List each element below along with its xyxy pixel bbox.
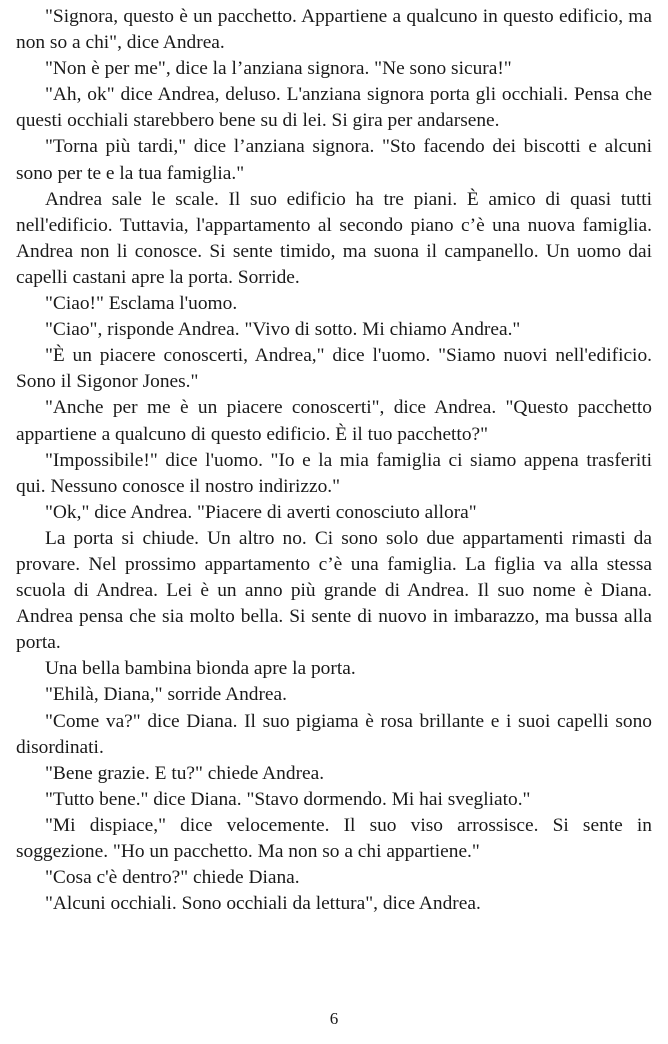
paragraph: "Ehilà, Diana," sorride Andrea. (45, 684, 287, 706)
paragraph: "Tutto bene." dice Diana. "Stavo dormendo. Mi hai svegliato." (45, 788, 531, 810)
body-text (16, 4, 652, 917)
paragraph: Una bella bambina bionda apre la porta. (45, 658, 356, 680)
paragraph: "Impossibile!" dice l'uomo. "Io e la mia famiglia ci siamo appena trasferiti qui. Nessuno conosce il nostro indirizzo." (16, 449, 652, 497)
paragraph: "Cosa c'è dentro?" chiede Diana. (45, 867, 300, 889)
paragraph: "Ciao", risponde Andrea. "Vivo di sotto. Mi chiamo Andrea." (45, 319, 521, 341)
paragraph: "Alcuni occhiali. Sono occhiali da lettura", dice Andrea. (45, 893, 481, 915)
paragraph: "Ciao!" Esclama l'uomo. (45, 293, 238, 315)
paragraph: "Bene grazie. E tu?" chiede Andrea. (45, 762, 325, 784)
paragraph: "Come va?" dice Diana. Il suo pigiama è rosa brillante e i suoi capelli sono disordinati. (16, 710, 652, 758)
paragraph: "Mi dispiace," dice velocemente. Il suo viso arrossisce. Si sente in soggezione. "Ho un pacchetto. Ma non so a chi appartiene." (16, 814, 652, 862)
paragraph: La porta si chiude. Un altro no. Ci sono solo due appartamenti rimasti da provare. Nel prossimo appartamento c’è una famiglia. La figlia va alla stessa scuola di Andrea. Lei è un anno più grande di Andrea. Il suo nome è Diana. Andrea pensa che sia molto bella. Si sente di nuovo in imbarazzo, ma bussa alla porta. (16, 527, 652, 654)
paragraph: "Torna più tardi," dice l’anziana signora. "Sto facendo dei biscotti e alcuni sono per te e la tua famiglia." (16, 136, 652, 184)
paragraph: "È un piacere conoscerti, Andrea," dice l'uomo. "Siamo nuovi nell'edificio. Sono il Sigonor Jones." (16, 345, 652, 393)
page-number: 6 (329, 1009, 339, 1028)
paragraph: Andrea sale le scale. Il suo edificio ha tre piani. È amico di quasi tutti nell'edificio. Tuttavia, l'appartamento al secondo piano c’è una nuova famiglia. Andrea non li conosce. Si sente timido, ma suona il campanello. Un uomo dai capelli castani apre la porta. Sorride. (16, 188, 652, 288)
paragraph: "Ok," dice Andrea. "Piacere di averti conosciuto allora" (45, 501, 477, 523)
paragraph: "Signora, questo è un pacchetto. Appartiene a qualcuno in questo edificio, ma non so a chi", dice Andrea. (16, 6, 652, 54)
paragraph: "Anche per me è un piacere conoscerti", dice Andrea. "Questo pacchetto appartiene a qualcuno di questo edificio. È il tuo pacchetto?" (16, 397, 652, 445)
paragraph: "Ah, ok" dice Andrea, deluso. L'anziana signora porta gli occhiali. Pensa che questi occhiali starebbero bene su di lei. Si gira per andarsene. (16, 84, 652, 132)
paragraph: "Non è per me", dice la l’anziana signora. "Ne sono sicura!" (45, 58, 512, 80)
